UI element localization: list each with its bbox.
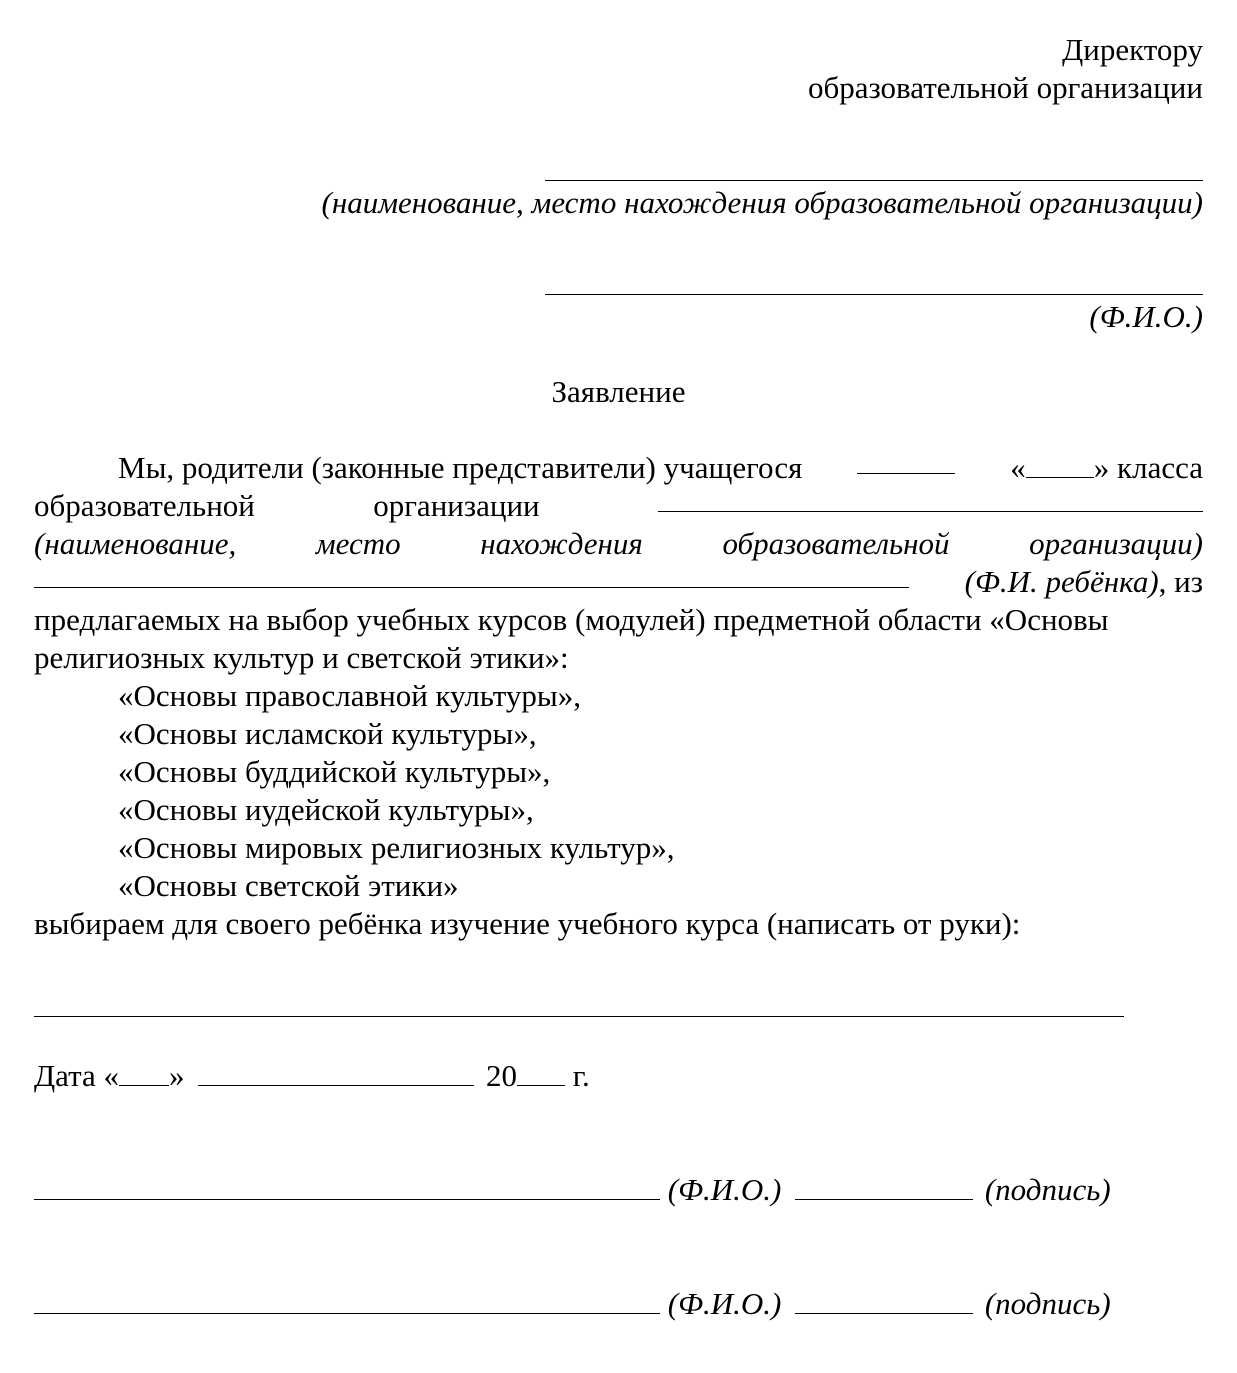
body-from: , из <box>1158 564 1203 599</box>
signature-caption: (подпись) <box>984 1286 1111 1321</box>
child-name-caption: (Ф.И. ребёнка) <box>964 564 1159 599</box>
course-item: «Основы светской этики» <box>118 868 459 903</box>
course-item: «Основы мировых религиозных культур», <box>118 830 675 865</box>
signature-fio-caption: (Ф.И.О.) <box>667 1172 782 1207</box>
date-year-prefix: 20 <box>486 1058 518 1093</box>
course-item: «Основы буддийской культуры», <box>118 754 551 789</box>
date-year-suffix: г. <box>572 1058 590 1093</box>
quote-open: « <box>1010 450 1026 485</box>
caption-word: место <box>315 526 401 561</box>
word-organization: организации <box>373 488 540 523</box>
date-year-field[interactable] <box>517 1061 565 1086</box>
fio-caption: (Ф.И.О.) <box>1089 299 1203 334</box>
date-line <box>34 1057 590 1095</box>
body-intro: Мы, родители (законные представители) учащегося <box>118 450 803 485</box>
date-close-quote: » <box>169 1058 185 1093</box>
org-field-body[interactable] <box>658 487 1203 512</box>
date-day-field[interactable] <box>119 1061 169 1086</box>
signature-field[interactable] <box>795 1289 973 1314</box>
header-organization: образовательной организации <box>807 70 1203 105</box>
caption-word: (наименование, <box>34 526 237 561</box>
signature-fio-field[interactable] <box>34 1175 660 1200</box>
grade-number-field[interactable] <box>857 449 955 474</box>
course-item: «Основы иудейской культуры», <box>118 792 534 827</box>
signature-fio-field[interactable] <box>34 1289 660 1314</box>
body-line-4 <box>34 563 1203 601</box>
date-month-field[interactable] <box>198 1061 474 1086</box>
caption-word: организации) <box>1029 526 1203 561</box>
document-title: Заявление <box>551 374 686 409</box>
course-choice-field[interactable] <box>34 1016 1124 1017</box>
choose-text: выбираем для своего ребёнка изучение учебного курса (написать от руки): <box>34 906 1021 941</box>
word-educational: образовательной <box>34 488 255 523</box>
grade-letter-field[interactable] <box>1026 453 1094 478</box>
caption-word: образовательной <box>722 526 950 561</box>
signature-row-1 <box>34 1171 1111 1209</box>
body-line-3 <box>34 525 1203 563</box>
body-line-2 <box>34 487 1203 525</box>
course-item: «Основы православной культуры», <box>118 678 581 713</box>
org-name-field[interactable] <box>545 180 1203 181</box>
body-line-5: предлагаемых на выбор учебных курсов (модулей) предметной области «Основы <box>34 602 1109 637</box>
grade-letter-group <box>1010 449 1203 487</box>
quote-close-class: » класса <box>1093 450 1203 485</box>
signature-row-2 <box>34 1285 1111 1323</box>
course-item: «Основы исламской культуры», <box>118 716 537 751</box>
signature-field[interactable] <box>795 1175 973 1200</box>
org-name-caption: (наименование, место нахождения образовательной организации) <box>321 185 1203 220</box>
signature-caption: (подпись) <box>984 1172 1111 1207</box>
body-line-6: религиозных культур и светской этики»: <box>34 640 569 675</box>
child-name-field[interactable] <box>34 563 909 588</box>
fio-field[interactable] <box>545 294 1203 295</box>
signature-fio-caption: (Ф.И.О.) <box>667 1286 782 1321</box>
body-line-1 <box>34 449 1203 487</box>
date-label: Дата « <box>34 1058 120 1093</box>
caption-word: нахождения <box>480 526 643 561</box>
header-addressee: Директору <box>1062 32 1203 67</box>
